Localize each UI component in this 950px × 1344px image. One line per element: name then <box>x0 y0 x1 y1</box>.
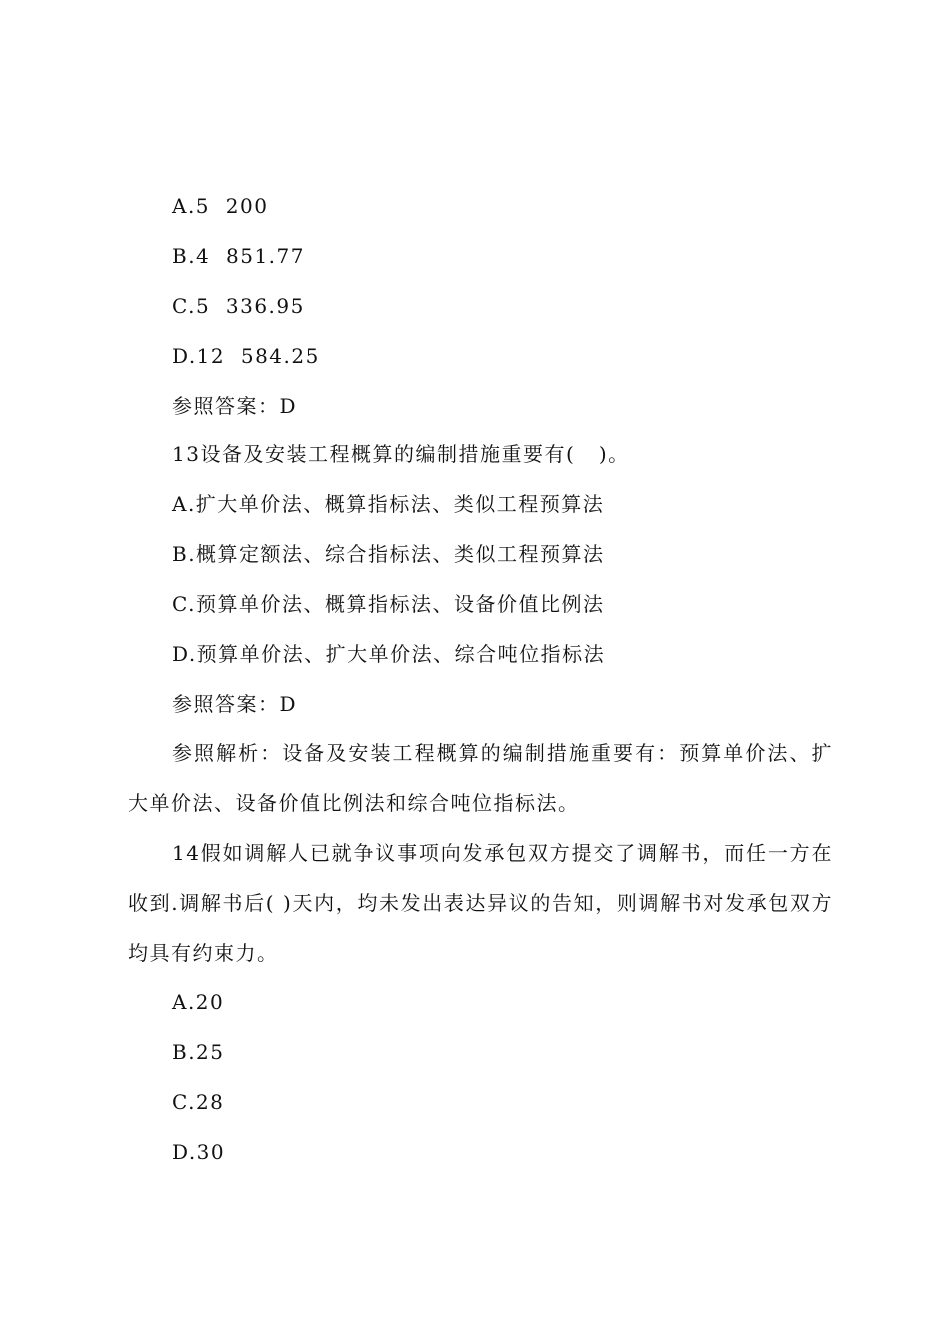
q13-option-b: B.概算定额法、综合指标法、类似工程预算法 <box>172 542 605 566</box>
q12-option-a: A.5 200 <box>172 194 269 218</box>
q12-option-d: D.12 584.25 <box>172 344 320 368</box>
q13-option-d: D.预算单价法、扩大单价法、综合吨位指标法 <box>172 642 606 666</box>
q13-option-a: A.扩大单价法、概算指标法、类似工程预算法 <box>172 492 605 516</box>
q14-stem: 14假如调解人已就争议事项向发承包双方提交了调解书，而任一方在收到.调解书后( )天内，均未发出表达异议的告知，则调解书对发承包双方均具有约束力。 <box>128 841 833 965</box>
q13-option-c: C.预算单价法、概算指标法、设备价值比例法 <box>172 592 605 616</box>
q12-option-c: C.5 336.95 <box>172 294 305 318</box>
q12-answer: 参照答案：D <box>172 394 298 418</box>
q14-option-b: B.25 <box>172 1040 225 1064</box>
q14-option-c: C.28 <box>172 1090 225 1114</box>
q12-option-b: B.4 851.77 <box>172 244 305 268</box>
q13-stem: 13设备及安装工程概算的编制措施重要有( )。 <box>172 442 630 466</box>
q13-analysis: 参照解析：设备及安装工程概算的编制措施重要有：预算单价法、扩大单价法、设备价值比例法和综合吨位指标法。 <box>128 741 833 815</box>
q14-option-d: D.30 <box>172 1140 226 1164</box>
q13-answer: 参照答案：D <box>172 692 298 716</box>
q14-option-a: A.20 <box>172 990 225 1014</box>
